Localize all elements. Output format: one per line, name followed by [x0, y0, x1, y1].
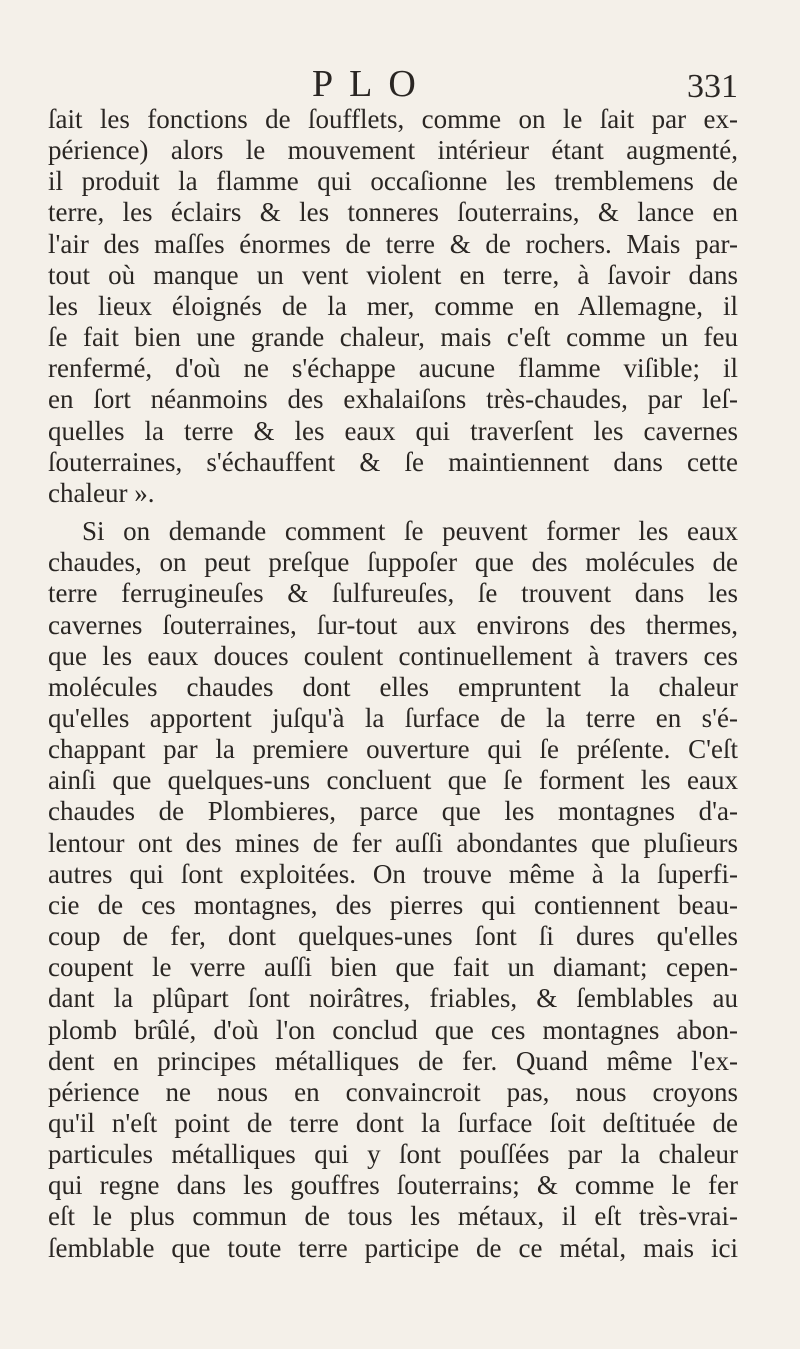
text-line: terre ferrugineuſes & ſulfureuſes, ſe trouvent dans les	[48, 578, 738, 609]
page-number: 331	[687, 68, 738, 105]
text-line: ſait les fonctions de ſoufflets, comme on le ſait par ex-	[48, 104, 738, 134]
text-line: les lieux éloignés de la mer, comme en Allemagne, il	[48, 290, 738, 321]
paragraph-2	[48, 516, 738, 1264]
text-line: l'air des maſſes énormes de terre & de rochers. Mais par-	[48, 228, 738, 259]
text-line: molécules chaudes dont elles empruntent la chaleur	[48, 671, 738, 702]
text-line: que les eaux douces coulent continuellement à travers ces	[48, 640, 738, 671]
text-line: ſouterraines, s'échauffent & ſe maintiennent dans cette	[48, 446, 738, 477]
text-line: renfermé, d'où ne s'échappe aucune flamme viſible; il	[48, 353, 738, 384]
text-line: qu'elles apportent juſqu'à la ſurface de la terre en s'é-	[48, 702, 738, 733]
running-head: PLO	[312, 63, 432, 105]
text-line: tout où manque un vent violent en terre, à ſavoir dans	[48, 259, 738, 290]
text-line: ainſi que quelques-uns concluent que ſe forment les eaux	[48, 765, 738, 796]
text-line: il produit la flamme qui occaſionne les tremblemens de	[48, 166, 738, 197]
text-line: périence ne nous en convaincroit pas, nous croyons	[48, 1076, 738, 1107]
text-line: coupent le verre auſſi bien que fait un diamant; cepen-	[48, 952, 738, 983]
text-line: chappant par la premiere ouverture qui ſe préſente. C'eſt	[48, 734, 738, 765]
text-line: Si on demande comment ſe peuvent former les eaux	[82, 516, 738, 547]
text-line: coup de fer, dont quelques-unes ſont ſi dures qu'elles	[48, 921, 738, 952]
text-line: lentour ont des mines de fer auſſi abondantes que pluſieurs	[48, 827, 738, 858]
text-line: eſt le plus commun de tous les métaux, il eſt très-vrai-	[48, 1201, 738, 1232]
text-line: ſemblable que toute terre participe de ce métal, mais ici	[48, 1232, 738, 1263]
text-line: en ſort néanmoins des exhalaiſons très-chaudes, par leſ-	[48, 384, 738, 415]
text-line: cavernes ſouterraines, ſur-tout aux environs des thermes,	[48, 609, 738, 640]
text-line: particules métalliques qui y ſont pouſſées par la chaleur	[48, 1139, 738, 1170]
text-line: autres qui ſont exploitées. On trouve même à la ſuperfi-	[48, 858, 738, 889]
text-line: quelles la terre & les eaux qui traverſent les cavernes	[48, 415, 738, 446]
text-line: terre, les éclairs & les tonneres ſouterrains, & lance en	[48, 197, 738, 228]
text-line: dant la plûpart ſont noirâtres, friables, & ſemblables au	[48, 983, 738, 1014]
paragraph-1	[48, 104, 738, 509]
text-line: périence) alors le mouvement intérieur étant augmenté,	[48, 135, 738, 166]
text-line: plomb brûlé, d'où l'on conclud que ces montagnes abon-	[48, 1014, 738, 1045]
body-text	[48, 104, 738, 1264]
text-line: chaleur ».	[48, 477, 155, 508]
text-line: qui regne dans les gouffres ſouterrains; & comme le fer	[48, 1170, 738, 1201]
text-line: qu'il n'eſt point de terre dont la ſurface ſoit deſtituée de	[48, 1108, 738, 1138]
text-line: ſe fait bien une grande chaleur, mais c'eſt comme un feu	[48, 322, 738, 353]
text-line: chaudes de Plombieres, parce que les montagnes d'a-	[48, 796, 738, 827]
text-line: cie de ces montagnes, des pierres qui contiennent beau-	[48, 889, 738, 920]
text-line: chaudes, on peut preſque ſuppoſer que des molécules de	[48, 547, 738, 578]
text-line: dent en principes métalliques de fer. Quand même l'ex-	[48, 1045, 738, 1076]
